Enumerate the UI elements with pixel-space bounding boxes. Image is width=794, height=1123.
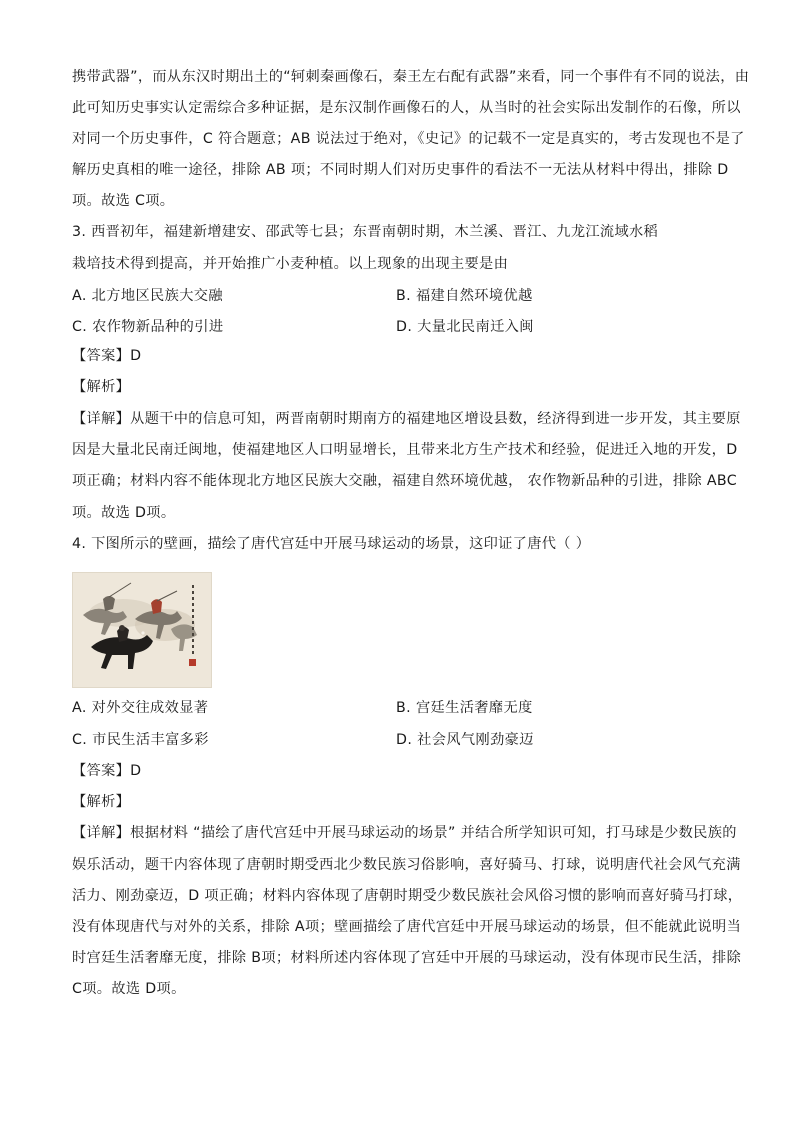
q4-detail-line: 时宫廷生活奢靡无度，排除 B项；材料所述内容体现了宫廷中开展的马球运动，没有体现市民生活，排除 (72, 950, 742, 966)
q4-answer (72, 762, 141, 780)
q4-detail-line: 活力、刚劲豪迈，D 项正确；材料内容体现了唐朝时期受少数民族社会风俗习惯的影响而喜好骑马打球， (72, 888, 743, 904)
q4-detail (72, 824, 737, 842)
q2-explanation-line: 解历史真相的唯一途径，排除 AB 项；不同时期人们对历史事件的看法不一无法从材料中得出，排除 D (72, 162, 729, 178)
answer-label: 【答案】 (72, 763, 131, 779)
q4-option-d: D. 社会风气刚劲豪迈 (396, 732, 534, 748)
answer-value: D (130, 763, 142, 779)
q3-answer (72, 347, 141, 365)
answer-label: 【答案】 (72, 348, 131, 364)
answer-value: D (130, 348, 142, 364)
detail-label: 【详解】 (72, 411, 131, 427)
q4-detail-line: 娱乐活动，题干内容体现了唐朝时期受西北少数民族习俗影响，喜好骑马、打球，说明唐代社会风气充满 (72, 857, 741, 873)
q3-detail-line: 项。故选 D项。 (72, 505, 176, 521)
q3-detail (72, 410, 741, 428)
polo-mural-image (72, 572, 212, 688)
q3-option-b: B. 福建自然环境优越 (396, 288, 533, 304)
q4-stem: 4. 下图所示的壁画，描绘了唐代宫廷中开展马球运动的场景，这印证了唐代（ ） (72, 536, 591, 552)
q3-detail-line: 项正确；材料内容不能体现北方地区民族大交融，福建自然环境优越， 农作物新品种的引进，排除 ABC (72, 473, 737, 489)
polo-mural-drawing (73, 573, 211, 687)
detail-text: 根据材料 “描绘了唐代宫廷中开展马球运动的场景” 并结合所学知识可知，打马球是少数民族的 (130, 825, 737, 841)
q3-stem: 3. 西晋初年，福建新增建安、邵武等七县；东晋南朝时期，木兰溪、晋江、九龙江流域水稻 (72, 224, 659, 240)
q3-option-d: D. 大量北民南迁入闽 (396, 319, 534, 335)
q3-stem: 栽培技术得到提高，并开始推广小麦种植。以上现象的出现主要是由 (72, 256, 509, 272)
q4-option-b: B. 宫廷生活奢靡无度 (396, 700, 533, 716)
q3-detail-line: 因是大量北民南迁闽地，使福建地区人口明显增长，且带来北方生产技术和经验，促进迁入地的开发，D (72, 442, 738, 458)
detail-label: 【详解】 (72, 825, 131, 841)
q3-analysis-label: 【解析】 (72, 379, 131, 395)
q3-option-a: A. 北方地区民族大交融 (72, 288, 223, 304)
q2-explanation-line: 此可知历史事实认定需综合多种证据，是东汉制作画像石的人，从当时的社会实际出发制作的石像，所以 (72, 100, 741, 116)
q4-option-c: C. 市民生活丰富多彩 (72, 732, 209, 748)
q3-option-c: C. 农作物新品种的引进 (72, 319, 224, 335)
q2-explanation-line: 对同一个历史事件，C 符合题意；AB 说法过于绝对，《史记》的记载不一定是真实的，考古发现也不是了 (72, 131, 745, 147)
q4-detail-line: C项。故选 D项。 (72, 981, 186, 997)
q2-explanation-line: 携带武器”，而从东汉时期出土的“轲刺秦画像石，秦王左右配有武器”来看，同一个事件有不同的说法，由 (72, 69, 750, 85)
detail-text: 从题干中的信息可知，两晋南朝时期南方的福建地区增设县数，经济得到进一步开发，其主要原 (130, 411, 741, 427)
q4-analysis-label: 【解析】 (72, 794, 131, 810)
q4-option-a: A. 对外交往成效显著 (72, 700, 209, 716)
q2-explanation-line: 项。故选 C项。 (72, 193, 175, 209)
q4-detail-line: 没有体现唐代与对外的关系，排除 A项；壁画描绘了唐代宫廷中开展马球运动的场景，但不能就此说明当 (72, 919, 742, 935)
